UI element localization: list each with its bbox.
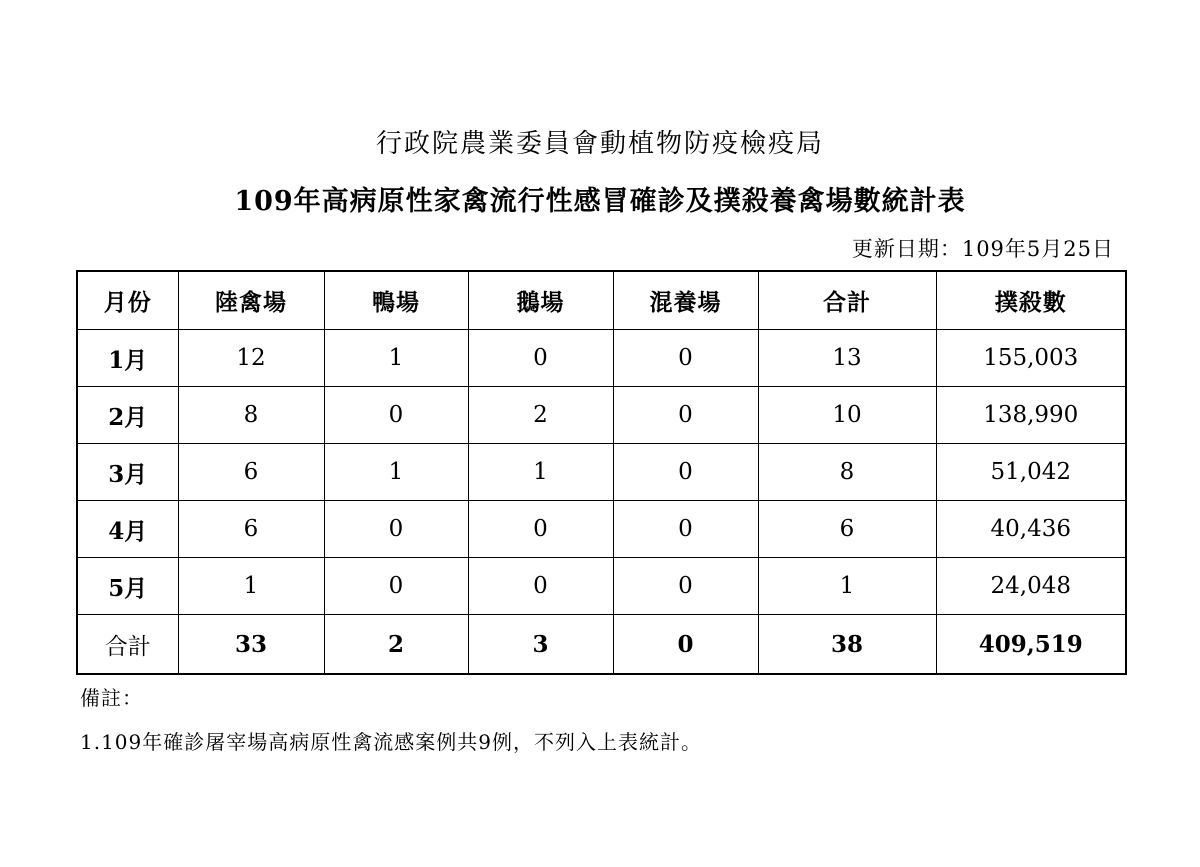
table-row (77, 558, 1126, 615)
cell-goose: 0 (468, 558, 613, 615)
column-header-total: 合計 (758, 271, 936, 330)
cell-total-label: 合計 (77, 615, 178, 675)
cell-mixed: 0 (613, 501, 758, 558)
column-header-land-fowl: 陸禽場 (178, 271, 324, 330)
cell-total: 6 (758, 501, 936, 558)
column-header-culled: 撲殺數 (936, 271, 1126, 330)
cell-land-fowl: 6 (178, 501, 324, 558)
remark-note: 1.109年確診屠宰場高病原性禽流感案例共9例，不列入上表統計。 (80, 730, 702, 754)
cell-total: 8 (758, 444, 936, 501)
update-date: 更新日期：109年5月25日 (851, 237, 1114, 261)
cell-land-fowl: 1 (178, 558, 324, 615)
table-row (77, 387, 1126, 444)
cell-land-fowl: 12 (178, 330, 324, 387)
cell-mixed: 0 (613, 330, 758, 387)
cell-land-fowl: 8 (178, 387, 324, 444)
cell-total: 10 (758, 387, 936, 444)
table-row (77, 330, 1126, 387)
remarks-label: 備註： (80, 686, 143, 710)
table-row (77, 444, 1126, 501)
cell-mixed-total: 0 (613, 615, 758, 675)
cell-culled: 138,990 (936, 387, 1126, 444)
cell-duck: 1 (324, 330, 468, 387)
cell-grand-total: 38 (758, 615, 936, 675)
cell-mixed: 0 (613, 558, 758, 615)
cell-culled: 51,042 (936, 444, 1126, 501)
cell-land-fowl: 6 (178, 444, 324, 501)
cell-month: 3月 (77, 444, 178, 501)
table-row (77, 501, 1126, 558)
cell-goose: 2 (468, 387, 613, 444)
cell-mixed: 0 (613, 387, 758, 444)
column-header-month: 月份 (77, 271, 178, 330)
column-header-duck: 鴨場 (324, 271, 468, 330)
cell-goose: 0 (468, 501, 613, 558)
column-header-goose: 鵝場 (468, 271, 613, 330)
cell-duck: 0 (324, 387, 468, 444)
cell-duck-total: 2 (324, 615, 468, 675)
cell-month: 1月 (77, 330, 178, 387)
document-title: 109年高病原性家禽流行性感冒確診及撲殺養禽場數統計表 (234, 186, 966, 217)
cell-duck: 0 (324, 501, 468, 558)
cell-month: 4月 (77, 501, 178, 558)
cell-goose-total: 3 (468, 615, 613, 675)
agency-name: 行政院農業委員會動植物防疫檢疫局 (375, 129, 824, 159)
table-header-row (77, 271, 1126, 330)
statistics-table (76, 270, 1127, 675)
cell-duck: 1 (324, 444, 468, 501)
cell-total: 13 (758, 330, 936, 387)
cell-culled: 24,048 (936, 558, 1126, 615)
column-header-mixed: 混養場 (613, 271, 758, 330)
cell-goose: 1 (468, 444, 613, 501)
cell-culled: 155,003 (936, 330, 1126, 387)
cell-duck: 0 (324, 558, 468, 615)
cell-land-fowl-total: 33 (178, 615, 324, 675)
cell-total: 1 (758, 558, 936, 615)
cell-month: 2月 (77, 387, 178, 444)
cell-goose: 0 (468, 330, 613, 387)
cell-culled-total: 409,519 (936, 615, 1126, 675)
cell-month: 5月 (77, 558, 178, 615)
table-total-row (77, 615, 1126, 675)
cell-mixed: 0 (613, 444, 758, 501)
cell-culled: 40,436 (936, 501, 1126, 558)
